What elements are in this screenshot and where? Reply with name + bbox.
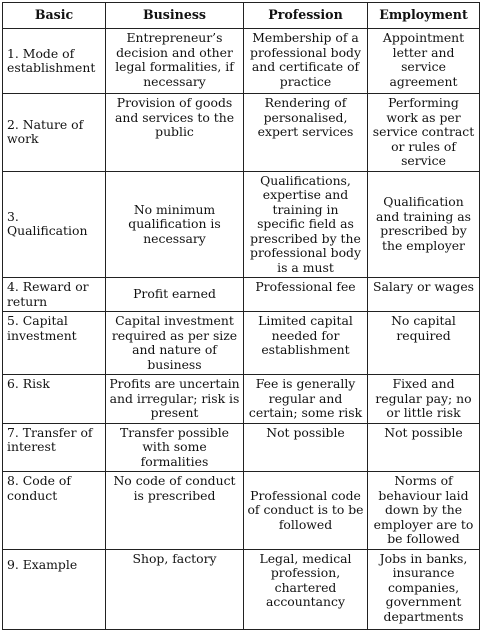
- profession-cell: Not possible: [244, 423, 368, 472]
- table-row: [3, 29, 480, 94]
- business-cell: No code of conduct is prescribed: [106, 472, 244, 550]
- basic-cell: 1. Mode of establishment: [3, 29, 106, 94]
- table-row: [3, 94, 480, 172]
- profession-cell: Membership of a professional body and certificate of practice: [244, 29, 368, 94]
- header-basic: Basic: [3, 3, 106, 29]
- profession-cell: Limited capital needed for establishment: [244, 312, 368, 375]
- header-profession: Profession: [244, 3, 368, 29]
- employment-cell: Salary or wages: [368, 278, 480, 312]
- comparison-table: [2, 2, 480, 630]
- table-row: [3, 312, 480, 375]
- business-cell: No minimum qualification is necessary: [106, 171, 244, 278]
- table-row: [3, 472, 480, 550]
- employment-cell: Performing work as per service contract or rules of service: [368, 94, 480, 172]
- table-row: [3, 278, 480, 312]
- basic-cell: 5. Capital investment: [3, 312, 106, 375]
- employment-cell: Not possible: [368, 423, 480, 472]
- business-cell: Capital investment required as per size and nature of business: [106, 312, 244, 375]
- business-cell: Profit earned: [106, 278, 244, 312]
- business-cell: Shop, factory: [106, 549, 244, 629]
- business-cell: Entrepreneur’s decision and other legal formalities, if necessary: [106, 29, 244, 94]
- basic-cell: 3. Qualification: [3, 171, 106, 278]
- employment-cell: Fixed and regular pay; no or little risk: [368, 375, 480, 424]
- profession-cell: Qualifications, expertise and training in specific field as prescribed by the professional body is a must: [244, 171, 368, 278]
- profession-cell: Rendering of personalised, expert services: [244, 94, 368, 172]
- table-row: [3, 375, 480, 424]
- basic-cell: 8. Code of conduct: [3, 472, 106, 550]
- header-employment: Employment: [368, 3, 480, 29]
- profession-cell: Professional code of conduct is to be followed: [244, 472, 368, 550]
- employment-cell: No capital required: [368, 312, 480, 375]
- business-cell: Provision of goods and services to the public: [106, 94, 244, 172]
- basic-cell: 9. Example: [3, 549, 106, 629]
- profession-cell: Fee is generally regular and certain; some risk: [244, 375, 368, 424]
- business-cell: Profits are uncertain and irregular; risk is present: [106, 375, 244, 424]
- employment-cell: Norms of behaviour laid down by the employer are to be followed: [368, 472, 480, 550]
- table-row: [3, 549, 480, 629]
- basic-cell: 7. Transfer of interest: [3, 423, 106, 472]
- table-row: [3, 171, 480, 278]
- header-business: Business: [106, 3, 244, 29]
- profession-cell: Legal, medical profession, chartered accountancy: [244, 549, 368, 629]
- header-row: [3, 3, 480, 29]
- employment-cell: Jobs in banks, insurance companies, government departments: [368, 549, 480, 629]
- basic-cell: 6. Risk: [3, 375, 106, 424]
- employment-cell: Qualification and training as prescribed by the employer: [368, 171, 480, 278]
- employment-cell: Appointment letter and service agreement: [368, 29, 480, 94]
- basic-cell: 2. Nature of work: [3, 94, 106, 172]
- business-cell: Transfer possible with some formalities: [106, 423, 244, 472]
- table-row: [3, 423, 480, 472]
- basic-cell: 4. Reward or return: [3, 278, 106, 312]
- profession-cell: Professional fee: [244, 278, 368, 312]
